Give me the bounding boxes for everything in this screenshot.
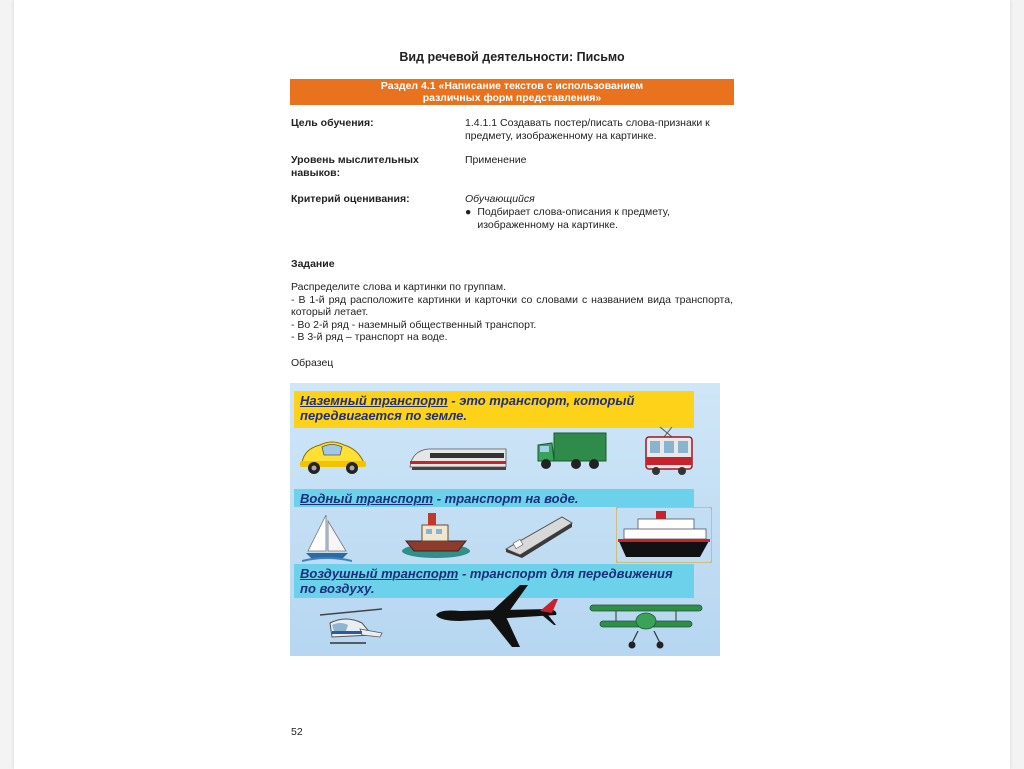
tugboat-icon [398, 507, 474, 559]
criteria-bullet-text: Подбирает слова-описания к предмету, изображенному на картинке. [477, 206, 670, 231]
car-icon [296, 435, 370, 477]
task-line: - В 1-й ряд расположите картинки и карточки со словами с названием вида транспорта, который летает. [291, 293, 733, 318]
section-header [290, 79, 734, 105]
helicopter-icon [316, 605, 386, 651]
transport-poster [290, 383, 720, 656]
ground-term: Наземный транспорт [300, 393, 448, 408]
task-text [291, 281, 733, 344]
goal-label: Цель обучения: [291, 117, 374, 129]
task-line: - В 3-й ряд – транспорт на воде. [291, 331, 448, 343]
air-definition: - транспорт для передвижения по воздуху. [300, 566, 673, 596]
goal-value: 1.4.1.1 Создавать постер/писать слова-признаки к предмету, изображенному на картинке. [465, 117, 710, 142]
criteria-value [465, 193, 735, 232]
level-value: Применение [465, 154, 527, 166]
train-icon [408, 445, 508, 475]
section-line-2: различных форм представления» [422, 92, 602, 104]
bullet-icon: ● [465, 206, 472, 218]
sailboat-icon [302, 511, 352, 563]
level-label: Уровень мыслительных навыков: [291, 154, 419, 179]
criteria-bullet-item [465, 206, 735, 232]
biplane-icon [586, 595, 706, 651]
ground-definition: - это транспорт, который передвигается по земле. [300, 393, 635, 423]
air-term: Воздушный транспорт [300, 566, 459, 581]
page-title: Вид речевой деятельности: Письмо [399, 50, 625, 64]
section-line-1: Раздел 4.1 «Написание текстов с использованием [380, 80, 644, 92]
task-line: - Во 2-й ряд - наземный общественный транспорт. [291, 318, 537, 331]
criteria-intro: Обучающийся [465, 193, 535, 205]
criteria-label: Критерий оценивания: [291, 193, 410, 205]
tanker-ship-icon [502, 511, 574, 559]
tram-icon [642, 425, 696, 477]
page-number: 52 [291, 726, 303, 738]
water-transport-band [294, 489, 694, 507]
ground-transport-band [294, 391, 694, 428]
sample-label: Образец [291, 357, 334, 369]
cruise-ship-icon [616, 507, 712, 563]
airliner-icon [430, 581, 560, 651]
water-definition: - транспорт на воде. [433, 491, 579, 506]
task-line: Распределите слова и картинки по группам. [291, 281, 506, 293]
truck-icon [536, 431, 608, 473]
water-term: Водный транспорт [300, 491, 434, 506]
task-heading: Задание [291, 258, 335, 270]
